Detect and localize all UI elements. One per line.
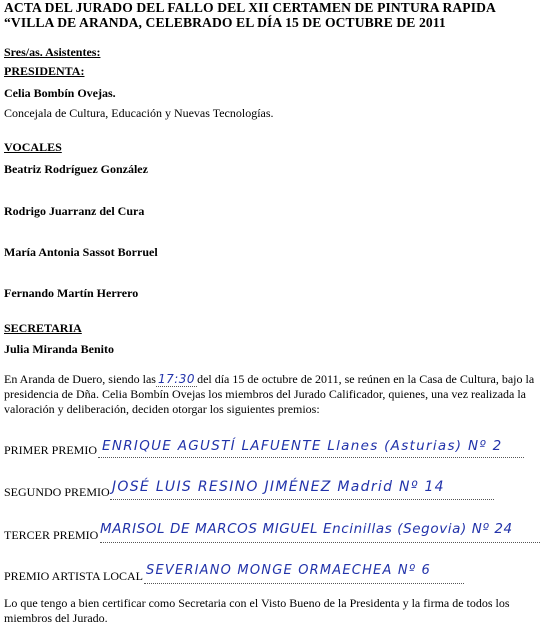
prize-label-local-artist: PREMIO ARTISTA LOCAL	[4, 569, 143, 583]
secretary-name: Julia Miranda Benito	[4, 342, 115, 356]
president-heading: PRESIDENTA:	[4, 64, 85, 78]
vocales-heading: VOCALES	[4, 140, 62, 154]
document-title-line-2: “VILLA DE ARANDA, CELEBRADO EL DÍA 15 DE OCTUBRE DE 2011	[4, 15, 446, 30]
prize-winner-local-artist: SEVERIANO MONGE ORMAECHEA Nº 6	[146, 563, 431, 578]
vocal-name-3: María Antonia Sassot Borruel	[4, 245, 158, 259]
dotted-line-first	[98, 457, 524, 458]
president-role: Concejala de Cultura, Educación y Nuevas Tecnologías.	[4, 106, 274, 120]
handwritten-time: 17:30	[157, 372, 196, 386]
prize-label-first: PRIMER PREMIO	[4, 443, 98, 457]
prize-winner-second: JOSÉ LUIS RESINO JIMÉNEZ Madrid Nº 14	[112, 479, 445, 495]
dotted-line-third	[100, 542, 540, 543]
intro-paragraph	[4, 372, 540, 417]
vocal-name-4: Fernando Martín Herrero	[4, 286, 139, 300]
prize-winner-third: MARISOL DE MARCOS MIGUEL Encinillas (Segovia) Nº 24	[100, 521, 513, 537]
intro-text-before-time: En Aranda de Duero, siendo las	[4, 372, 156, 386]
prize-label-third: TERCER PREMIO	[4, 528, 99, 542]
prize-label-second: SEGUNDO PREMIO	[4, 485, 110, 499]
attendees-heading: Sres/as. Asistentes:	[4, 45, 101, 59]
closing-paragraph: Lo que tengo a bien certificar como Secretaria con el Visto Bueno de la Presidenta y la firma de todos los miembros del Jurado.	[4, 596, 510, 625]
vocal-name-2: Rodrigo Juarranz del Cura	[4, 204, 145, 218]
vocal-name-1: Beatriz Rodríguez González	[4, 162, 148, 176]
document-title-line-1: ACTA DEL JURADO DEL FALLO DEL XII CERTAMEN DE PINTURA RAPIDA	[4, 0, 496, 15]
dotted-line-second	[110, 499, 494, 500]
dotted-line-local-artist	[144, 583, 464, 584]
prize-winner-first: ENRIQUE AGUSTÍ LAFUENTE Llanes (Asturias) Nº 2	[102, 438, 503, 454]
intro-text-after-time: del día 15 de octubre de 2011, se reúnen en la Casa de Cultura, bajo la presidencia de Dña. Celia Bombín Ovejas los miembros del Jurado Calificador, quienes, una vez realizada la valoración y deliberación, deciden otorgar los siguientes premios:	[4, 372, 535, 416]
president-name: Celia Bombín Ovejas.	[4, 86, 116, 100]
secretary-heading: SECRETARIA	[4, 321, 82, 335]
